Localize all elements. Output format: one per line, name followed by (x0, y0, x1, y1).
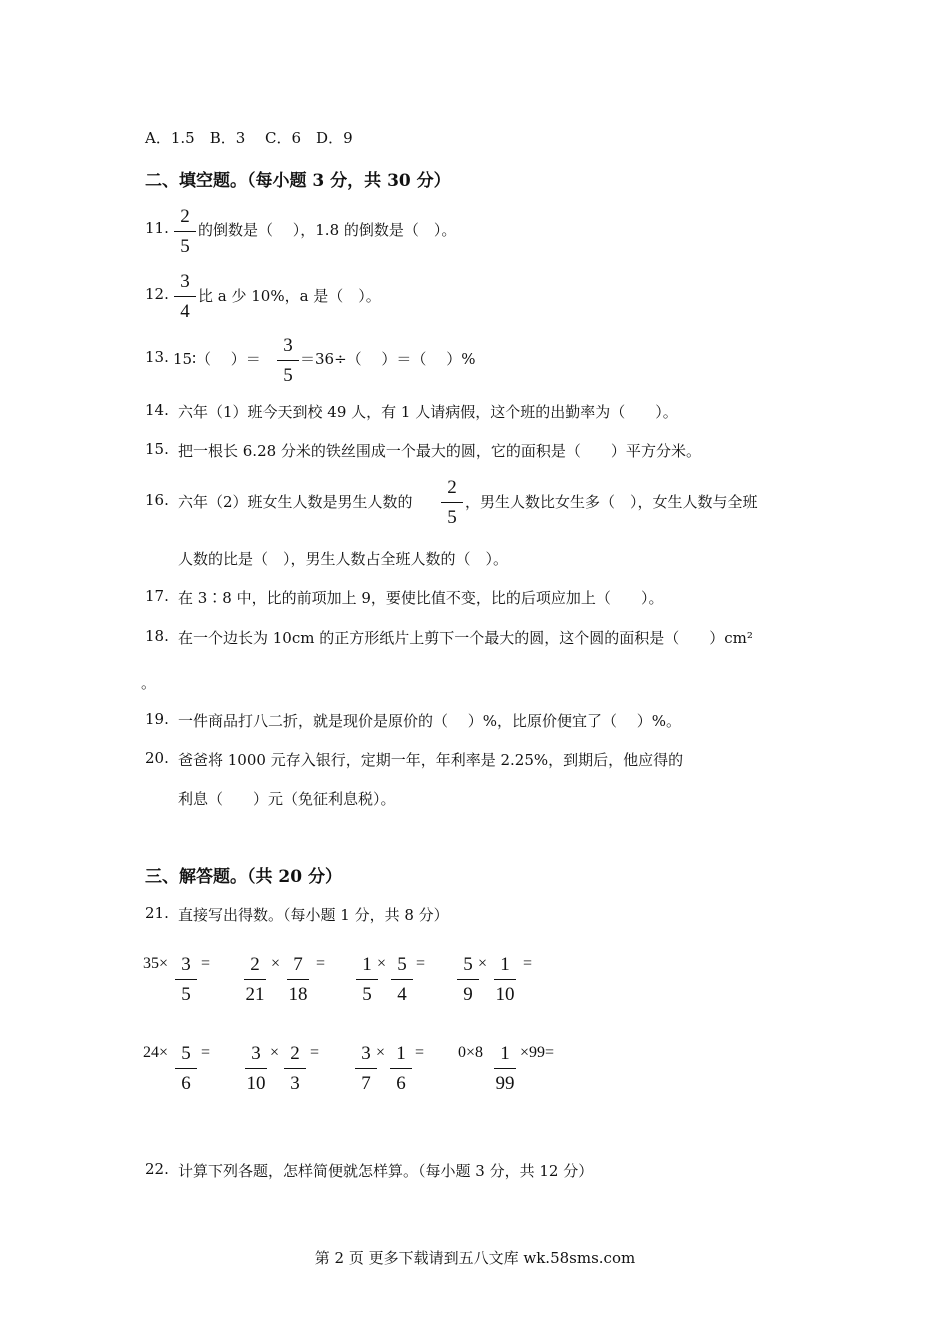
equals-sign: = (201, 1044, 211, 1061)
fraction (494, 1044, 516, 1093)
numerator: 3 (361, 1043, 371, 1064)
fraction-bar (390, 1068, 412, 1069)
fraction-bar (175, 979, 197, 980)
fraction (174, 272, 196, 321)
denominator: 6 (181, 1073, 191, 1094)
numerator: 3 (181, 954, 191, 975)
fraction-bar (494, 1068, 516, 1069)
fraction (175, 1044, 197, 1093)
numerator: 1 (362, 954, 372, 975)
page-footer: 第 2 页 更多下载请到五八文库 wk.58sms.com (314, 1249, 636, 1267)
numerator: 2 (447, 477, 457, 498)
fraction-bar (175, 1068, 197, 1069)
question-text: 六年（1）班今天到校 49 人，有 1 人请病假，这个班的出勤率为（ ）。 (178, 403, 678, 421)
fraction-bar (244, 979, 266, 980)
question-text: 计算下列各题，怎样简便就怎样算。（每小题 3 分，共 12 分） (178, 1162, 594, 1180)
fraction-bar (356, 979, 378, 980)
question-number: 18. (145, 627, 169, 645)
numerator: 5 (181, 1043, 191, 1064)
question-number: 19. (145, 710, 169, 728)
fraction-bar (287, 979, 309, 980)
fraction-bar (277, 360, 299, 361)
fraction-bar (494, 979, 516, 980)
times-sign: × (271, 955, 281, 972)
times-sign: × (377, 955, 387, 972)
fraction-bar (391, 979, 413, 980)
fraction (457, 955, 479, 1004)
times-sign: × (270, 1044, 280, 1061)
question-text-a: 六年（2）班女生人数是男生人数的 (178, 493, 413, 511)
question-text-line2: 人数的比是（ ），男生人数占全班人数的（ ）。 (178, 550, 509, 568)
fraction-bar (245, 1068, 267, 1069)
denominator: 10 (246, 1073, 266, 1094)
question-number: 16. (145, 491, 169, 509)
fraction-bar (174, 296, 196, 297)
denominator: 4 (180, 301, 190, 322)
equals-sign: = (415, 1044, 425, 1061)
fraction-bar (174, 231, 196, 232)
fraction (287, 955, 309, 1004)
question-text: 爸爸将 1000 元存入银行，定期一年，年利率是 2.25%，到期后，他应得的 (178, 751, 684, 769)
question-number: 22. (145, 1160, 169, 1178)
equals-sign: = (310, 1044, 320, 1061)
denominator: 9 (463, 984, 473, 1005)
question-text-right: ＝36÷（ ）＝（ ）% (300, 350, 476, 368)
question-number: 14. (145, 401, 169, 419)
fraction (245, 1044, 267, 1093)
denominator: 5 (362, 984, 372, 1005)
fraction-bar (284, 1068, 306, 1069)
fraction (494, 955, 516, 1004)
fraction-bar (355, 1068, 377, 1069)
denominator: 21 (245, 984, 265, 1005)
denominator: 18 (288, 984, 308, 1005)
question-text-left: 15∶（ ）＝ (173, 350, 261, 368)
question-text-line2: 。 (141, 674, 157, 692)
calc-prefix: 0×8 (458, 1044, 484, 1061)
section-3-title: 三、解答题。（共 20 分） (145, 867, 342, 887)
equals-sign: = (523, 955, 533, 972)
numerator: 1 (396, 1043, 406, 1064)
fraction (356, 955, 378, 1004)
question-number: 17. (145, 587, 169, 605)
question-number: 11. (145, 219, 169, 237)
denominator: 99 (495, 1073, 515, 1094)
fraction (284, 1044, 306, 1093)
denominator: 3 (290, 1073, 300, 1094)
question-text-b: ，男生人数比女生多（ ），女生人数与全班 (465, 493, 758, 511)
numerator: 2 (250, 954, 260, 975)
question-text: 把一根长 6.28 分米的铁丝围成一个最大的圆，它的面积是（ ）平方分米。 (178, 442, 701, 460)
question-text: 在 3∶8 中，比的前项加上 9，要使比值不变，比的后项应加上（ ）。 (178, 589, 664, 607)
equals-sign: = (416, 955, 426, 972)
choices-line: A．1.5 B．3 C．6 D．9 (145, 129, 353, 147)
fraction (277, 336, 299, 385)
denominator: 7 (361, 1073, 371, 1094)
question-number: 15. (145, 440, 169, 458)
question-text: 在一个边长为 10cm 的正方形纸片上剪下一个最大的圆，这个圆的面积是（ ）cm² (178, 629, 753, 647)
numerator: 1 (500, 1043, 510, 1064)
denominator: 10 (495, 984, 515, 1005)
denominator: 4 (397, 984, 407, 1005)
denominator: 5 (181, 984, 191, 1005)
calc-prefix: 35× (143, 955, 169, 972)
question-text: 一件商品打八二折，就是现价是原价的（ ）%，比原价便宜了（ ）%。 (178, 712, 682, 730)
numerator: 2 (290, 1043, 300, 1064)
numerator: 1 (500, 954, 510, 975)
calc-prefix: 24× (143, 1044, 169, 1061)
times-sign: × (376, 1044, 386, 1061)
equals-sign: = (316, 955, 326, 972)
fraction (355, 1044, 377, 1093)
numerator: 3 (251, 1043, 261, 1064)
fraction (441, 478, 463, 527)
equals-sign: = (201, 955, 211, 972)
section-2-title: 二、填空题。（每小题 3 分，共 30 分） (145, 171, 451, 191)
calc-suffix: ×99= (520, 1044, 555, 1061)
denominator: 5 (180, 236, 190, 257)
question-text: 比 a 少 10%，a 是（ ）。 (198, 287, 381, 305)
fraction (244, 955, 266, 1004)
denominator: 5 (283, 365, 293, 386)
question-number: 13. (145, 348, 169, 366)
numerator: 7 (293, 954, 303, 975)
fraction (175, 955, 197, 1004)
numerator: 2 (180, 206, 190, 227)
question-text: 直接写出得数。（每小题 1 分，共 8 分） (178, 906, 449, 924)
question-text-line2: 利息（ ）元（免征利息税）。 (178, 790, 396, 808)
denominator: 6 (396, 1073, 406, 1094)
fraction-bar (457, 979, 479, 980)
denominator: 5 (447, 507, 457, 528)
fraction (174, 207, 196, 256)
question-number: 12. (145, 285, 169, 303)
numerator: 3 (180, 271, 190, 292)
fraction-bar (441, 502, 463, 503)
question-number: 20. (145, 749, 169, 767)
fraction (391, 955, 413, 1004)
numerator: 5 (463, 954, 473, 975)
question-text: 的倒数是（ ），1.8 的倒数是（ ）。 (198, 221, 457, 239)
times-sign: × (478, 955, 488, 972)
numerator: 5 (397, 954, 407, 975)
fraction (390, 1044, 412, 1093)
numerator: 3 (283, 335, 293, 356)
question-number: 21. (145, 904, 169, 922)
